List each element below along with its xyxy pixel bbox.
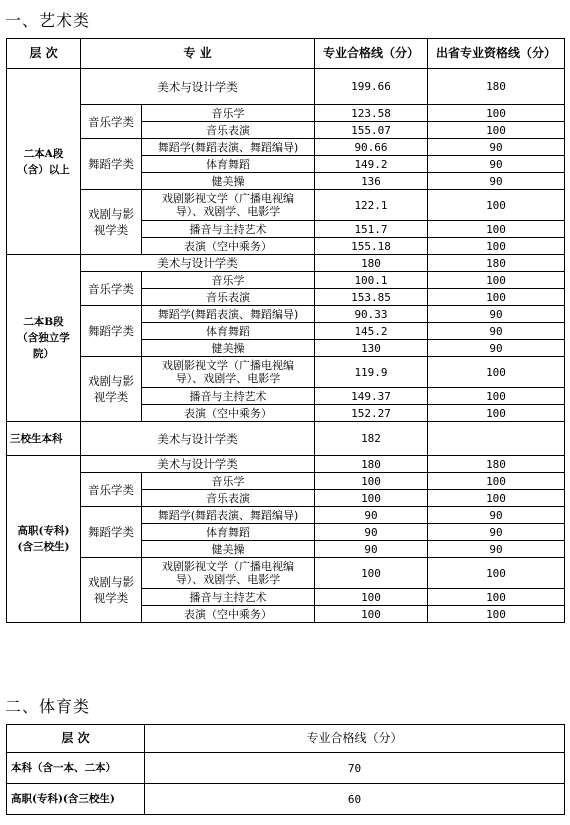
exam-cell: 100 — [428, 221, 565, 238]
pass-cell: 90 — [315, 541, 428, 558]
pass-cell: 100 — [315, 490, 428, 507]
pass-cell: 119.9 — [315, 357, 428, 388]
exam-cell: 100 — [428, 589, 565, 606]
table-row — [7, 473, 565, 490]
table-row — [7, 357, 565, 388]
major-cell: 健美操 — [142, 340, 315, 357]
major-cell: 表演（空中乘务） — [142, 606, 315, 623]
exam-cell: 100 — [428, 105, 565, 122]
major-cell: 美术与设计学类 — [81, 456, 315, 473]
major-cell: 表演（空中乘务） — [142, 238, 315, 255]
pass-cell: 130 — [315, 340, 428, 357]
pass-cell: 155.07 — [315, 122, 428, 139]
major-cell: 音乐学 — [142, 272, 315, 289]
level-cell: 高职(专科)(含三校生) — [7, 784, 145, 815]
major-cell: 音乐表演 — [142, 122, 315, 139]
exam-cell: 90 — [428, 173, 565, 190]
level-cell: 高职(专科)(含三校生) — [7, 456, 81, 623]
table-row — [7, 507, 565, 524]
exam-cell: 100 — [428, 272, 565, 289]
pass-cell: 180 — [315, 456, 428, 473]
pass-cell: 100 — [315, 473, 428, 490]
exam-cell: 180 — [428, 456, 565, 473]
pass-cell: 122.1 — [315, 190, 428, 221]
table-row — [7, 422, 565, 456]
pass-cell: 100 — [315, 558, 428, 589]
exam-cell: 90 — [428, 139, 565, 156]
table-row — [7, 753, 565, 784]
header-exam-line: 出省专业资格线（分） — [428, 39, 565, 69]
major-cell: 美术与设计学类 — [81, 69, 315, 105]
exam-cell: 100 — [428, 490, 565, 507]
major-cell: 表演（空中乘务） — [142, 405, 315, 422]
pass-cell: 90 — [315, 524, 428, 541]
major-cell: 音乐学 — [142, 473, 315, 490]
major-cell: 舞蹈学(舞蹈表演、舞蹈编导) — [142, 306, 315, 323]
major-cell: 播音与主持艺术 — [142, 221, 315, 238]
pass-cell: 100.1 — [315, 272, 428, 289]
category-cell: 舞蹈学类 — [81, 507, 142, 558]
major-cell: 体育舞蹈 — [142, 524, 315, 541]
pass-cell: 123.58 — [315, 105, 428, 122]
table-row — [7, 190, 565, 221]
exam-cell: 90 — [428, 156, 565, 173]
level-cell: 二本A段（含）以上 — [7, 69, 81, 255]
pass-cell: 136 — [315, 173, 428, 190]
exam-cell: 100 — [428, 357, 565, 388]
sports-header-row — [7, 725, 565, 753]
category-cell: 音乐学类 — [81, 105, 142, 139]
exam-cell: 90 — [428, 541, 565, 558]
header-level: 层 次 — [7, 725, 145, 753]
pass-cell: 199.66 — [315, 69, 428, 105]
exam-cell: 100 — [428, 122, 565, 139]
category-cell: 戏剧与影视学类 — [81, 558, 142, 623]
sports-score-table — [6, 724, 565, 815]
major-cell: 戏剧影视文学（广播电视编导）、戏剧学、电影学 — [142, 190, 315, 221]
exam-cell: 90 — [428, 306, 565, 323]
pass-cell: 149.2 — [315, 156, 428, 173]
exam-cell — [428, 422, 565, 456]
major-cell: 体育舞蹈 — [142, 156, 315, 173]
category-cell: 舞蹈学类 — [81, 139, 142, 190]
category-cell: 戏剧与影视学类 — [81, 190, 142, 255]
major-cell: 音乐学 — [142, 105, 315, 122]
pass-cell: 180 — [315, 255, 428, 272]
exam-cell: 100 — [428, 473, 565, 490]
exam-cell: 100 — [428, 388, 565, 405]
table-row — [7, 558, 565, 589]
table-row — [7, 255, 565, 272]
section-sports-title: 二、体育类 — [5, 697, 91, 716]
major-cell: 健美操 — [142, 173, 315, 190]
exam-cell: 100 — [428, 238, 565, 255]
table-row — [7, 105, 565, 122]
pass-cell: 153.85 — [315, 289, 428, 306]
major-cell: 播音与主持艺术 — [142, 388, 315, 405]
exam-cell: 100 — [428, 405, 565, 422]
category-cell: 音乐学类 — [81, 272, 142, 306]
pass-cell: 152.27 — [315, 405, 428, 422]
table-row — [7, 784, 565, 815]
level-cell: 本科（含一本、二本） — [7, 753, 145, 784]
exam-cell: 100 — [428, 190, 565, 221]
exam-cell: 90 — [428, 507, 565, 524]
major-cell: 美术与设计学类 — [81, 422, 315, 456]
table-row — [7, 306, 565, 323]
major-cell: 戏剧影视文学（广播电视编导）、戏剧学、电影学 — [142, 357, 315, 388]
pass-cell: 182 — [315, 422, 428, 456]
header-level: 层 次 — [7, 39, 81, 69]
level-cell: 二本B段（含独立学院） — [7, 255, 81, 422]
major-cell: 音乐表演 — [142, 490, 315, 507]
art-score-table — [6, 38, 565, 623]
major-cell: 体育舞蹈 — [142, 323, 315, 340]
major-cell: 美术与设计学类 — [81, 255, 315, 272]
major-cell: 舞蹈学(舞蹈表演、舞蹈编导) — [142, 507, 315, 524]
exam-cell: 100 — [428, 558, 565, 589]
pass-cell: 90.33 — [315, 306, 428, 323]
level-cell: 三校生本科 — [7, 422, 81, 456]
pass-cell: 100 — [315, 606, 428, 623]
category-cell: 舞蹈学类 — [81, 306, 142, 357]
exam-cell: 180 — [428, 255, 565, 272]
major-cell: 舞蹈学(舞蹈表演、舞蹈编导) — [142, 139, 315, 156]
table-row — [7, 69, 565, 105]
exam-cell: 100 — [428, 606, 565, 623]
exam-cell: 90 — [428, 524, 565, 541]
major-cell: 健美操 — [142, 541, 315, 558]
header-pass-line: 专业合格线（分） — [315, 39, 428, 69]
pass-cell: 90.66 — [315, 139, 428, 156]
table-row — [7, 456, 565, 473]
header-pass-line: 专业合格线（分） — [145, 725, 565, 753]
art-header-row — [7, 39, 565, 69]
table-row — [7, 139, 565, 156]
category-cell: 音乐学类 — [81, 473, 142, 507]
exam-cell: 100 — [428, 289, 565, 306]
major-cell: 戏剧影视文学（广播电视编导）、戏剧学、电影学 — [142, 558, 315, 589]
table-row — [7, 272, 565, 289]
pass-cell: 149.37 — [315, 388, 428, 405]
section-art-title: 一、艺术类 — [5, 11, 91, 30]
header-major: 专 业 — [81, 39, 315, 69]
major-cell: 播音与主持艺术 — [142, 589, 315, 606]
exam-cell: 90 — [428, 340, 565, 357]
pass-cell: 60 — [145, 784, 565, 815]
pass-cell: 70 — [145, 753, 565, 784]
pass-cell: 90 — [315, 507, 428, 524]
category-cell: 戏剧与影视学类 — [81, 357, 142, 422]
exam-cell: 90 — [428, 323, 565, 340]
pass-cell: 155.18 — [315, 238, 428, 255]
exam-cell: 180 — [428, 69, 565, 105]
pass-cell: 145.2 — [315, 323, 428, 340]
major-cell: 音乐表演 — [142, 289, 315, 306]
pass-cell: 100 — [315, 589, 428, 606]
pass-cell: 151.7 — [315, 221, 428, 238]
